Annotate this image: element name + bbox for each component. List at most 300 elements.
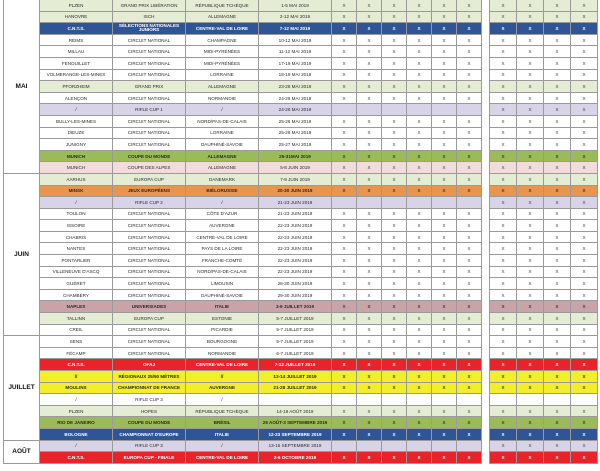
category-mark: X: [332, 417, 357, 429]
event-dates: 26 AOÛT-3 SEPTEMBRE 2019: [259, 417, 332, 429]
category-mark: X: [407, 115, 432, 127]
category-mark: X: [571, 382, 598, 394]
category-mark: X: [457, 428, 482, 440]
category-mark: X: [407, 46, 432, 58]
category-mark: X: [332, 185, 357, 197]
category-mark: X: [407, 405, 432, 417]
event-country: CHAMPAGNE: [186, 34, 259, 46]
event-name: CIRCUIT NATIONAL: [113, 278, 186, 290]
category-mark: X: [432, 301, 457, 313]
category-mark: X: [457, 185, 482, 197]
event-country: LORRAINE: [186, 69, 259, 81]
event-name: EUROPA CUP: [113, 173, 186, 185]
category-mark: X: [571, 243, 598, 255]
event-country: LORRAINE: [186, 127, 259, 139]
event-place: ALENÇON: [40, 92, 113, 104]
category-mark: X: [432, 359, 457, 371]
category-mark: X: [332, 278, 357, 290]
category-mark: X: [332, 81, 357, 93]
category-mark: X: [457, 162, 482, 174]
category-mark: X: [332, 0, 357, 11]
category-mark: X: [357, 359, 382, 371]
event-country: NORD/PAS-DE-CALAIS: [186, 115, 259, 127]
event-place: RIO DE JANEIRO: [40, 417, 113, 429]
category-mark: X: [517, 382, 544, 394]
category-mark: X: [571, 428, 598, 440]
category-mark: X: [517, 231, 544, 243]
event-dates: 25-26 MAI 2019: [259, 115, 332, 127]
event-country: MIDI-PYRÉNÉES: [186, 46, 259, 58]
category-mark: X: [571, 220, 598, 232]
category-mark: X: [544, 69, 571, 81]
category-mark: X: [544, 115, 571, 127]
category-mark: X: [357, 266, 382, 278]
category-mark: X: [357, 452, 382, 464]
category-mark: X: [432, 289, 457, 301]
category-mark: X: [382, 69, 407, 81]
category-mark: X: [457, 0, 482, 11]
category-mark: X: [490, 208, 517, 220]
event-name: CIRCUIT NATIONAL: [113, 289, 186, 301]
category-mark: X: [382, 289, 407, 301]
event-dates: 17-19 MAI 2019: [259, 57, 332, 69]
category-mark: X: [432, 23, 457, 35]
event-name: RÉGIONAUX 25/50 MÈTRES: [113, 371, 186, 383]
category-mark: X: [490, 127, 517, 139]
event-country: /: [186, 197, 259, 209]
category-mark: [332, 197, 357, 209]
category-mark: X: [382, 347, 407, 359]
event-place: ISSOIRE: [40, 220, 113, 232]
category-mark: X: [571, 452, 598, 464]
column-gap: [482, 428, 490, 440]
event-name: EUROPA CUP: [113, 313, 186, 325]
category-mark: X: [517, 313, 544, 325]
category-mark: X: [357, 255, 382, 267]
category-mark: X: [571, 405, 598, 417]
category-mark: X: [544, 440, 571, 452]
column-gap: [482, 231, 490, 243]
category-mark: X: [407, 34, 432, 46]
event-country: DANEMARK: [186, 173, 259, 185]
event-place: NAPLES: [40, 301, 113, 313]
column-gap: [482, 324, 490, 336]
event-row: [4, 220, 598, 232]
category-mark: X: [382, 0, 407, 11]
event-place: REIMS: [40, 34, 113, 46]
category-mark: X: [382, 359, 407, 371]
event-dates: 25-31MAI 2019: [259, 150, 332, 162]
column-gap: [482, 81, 490, 93]
category-mark: X: [407, 336, 432, 348]
category-mark: X: [432, 11, 457, 23]
category-mark: X: [490, 0, 517, 11]
category-mark: X: [332, 266, 357, 278]
event-country: ALLEMAGNE: [186, 162, 259, 174]
event-country: ITALIE: [186, 428, 259, 440]
category-mark: X: [571, 371, 598, 383]
event-row: [4, 278, 598, 290]
category-mark: X: [490, 92, 517, 104]
category-mark: X: [544, 405, 571, 417]
event-name: GRAND PRIX LIBÉRATION: [113, 0, 186, 11]
event-dates: 22-23 JUIN 2019: [259, 220, 332, 232]
category-mark: X: [432, 139, 457, 151]
category-mark: [432, 440, 457, 452]
category-mark: X: [382, 405, 407, 417]
category-mark: X: [544, 278, 571, 290]
category-mark: X: [517, 324, 544, 336]
category-mark: X: [332, 405, 357, 417]
event-country: PAYS DE LA LOIRE: [186, 243, 259, 255]
category-mark: X: [382, 371, 407, 383]
category-mark: X: [357, 81, 382, 93]
event-row: [4, 127, 598, 139]
category-mark: X: [407, 57, 432, 69]
category-mark: X: [432, 278, 457, 290]
category-mark: X: [332, 371, 357, 383]
event-name: CIRCUIT NATIONAL: [113, 231, 186, 243]
event-place: VILLENEUVE D'ASCQ: [40, 266, 113, 278]
category-mark: X: [457, 347, 482, 359]
event-dates: 25-26 MAI 2019: [259, 127, 332, 139]
category-mark: X: [544, 243, 571, 255]
event-dates: 28-30 JUIN 2019: [259, 278, 332, 290]
column-gap: [482, 255, 490, 267]
category-mark: X: [432, 46, 457, 58]
category-mark: X: [382, 34, 407, 46]
category-mark: X: [332, 139, 357, 151]
category-mark: X: [571, 92, 598, 104]
event-name: RIFLE CUP 1: [113, 104, 186, 116]
event-name: HOPES: [113, 405, 186, 417]
category-mark: X: [457, 150, 482, 162]
event-place: PONTARLIER: [40, 255, 113, 267]
column-gap: [482, 34, 490, 46]
category-mark: X: [357, 405, 382, 417]
column-gap: [482, 150, 490, 162]
category-mark: X: [332, 34, 357, 46]
event-place: FÉCAMP: [40, 347, 113, 359]
event-name: CIRCUIT NATIONAL: [113, 208, 186, 220]
category-mark: X: [382, 139, 407, 151]
category-mark: X: [407, 428, 432, 440]
category-mark: X: [544, 359, 571, 371]
category-mark: X: [571, 417, 598, 429]
category-mark: X: [544, 347, 571, 359]
category-mark: X: [382, 255, 407, 267]
event-row: [4, 313, 598, 325]
category-mark: X: [571, 197, 598, 209]
event-row: [4, 359, 598, 371]
category-mark: X: [382, 173, 407, 185]
category-mark: X: [332, 452, 357, 464]
event-dates: 12-23 SEPTEMBRE 2019: [259, 428, 332, 440]
category-mark: X: [490, 417, 517, 429]
event-name: CIRCUIT NATIONAL: [113, 69, 186, 81]
event-row: [4, 34, 598, 46]
event-name: ISCH: [113, 11, 186, 23]
category-mark: X: [357, 11, 382, 23]
event-name: CIRCUIT NATIONAL: [113, 127, 186, 139]
category-mark: X: [432, 34, 457, 46]
event-place: FENOUILLET: [40, 57, 113, 69]
event-country: CENTRE-VAL DE LOIRE: [186, 23, 259, 35]
category-mark: X: [457, 417, 482, 429]
event-place: C.N.T.S.: [40, 23, 113, 35]
category-mark: X: [457, 127, 482, 139]
column-gap: [482, 92, 490, 104]
category-mark: [490, 394, 517, 406]
event-place: GUÉRET: [40, 278, 113, 290]
category-mark: X: [407, 173, 432, 185]
category-mark: X: [357, 231, 382, 243]
category-mark: X: [571, 23, 598, 35]
category-mark: X: [490, 382, 517, 394]
category-mark: X: [517, 336, 544, 348]
category-mark: X: [457, 359, 482, 371]
event-row: [4, 81, 598, 93]
month-label: JUIN: [4, 173, 40, 335]
event-place: PLZEN: [40, 405, 113, 417]
event-country: /: [186, 394, 259, 406]
category-mark: [357, 104, 382, 116]
category-mark: X: [490, 266, 517, 278]
column-gap: [482, 139, 490, 151]
category-mark: X: [490, 278, 517, 290]
event-place: CHABRIS: [40, 231, 113, 243]
category-mark: X: [357, 220, 382, 232]
column-gap: [482, 208, 490, 220]
category-mark: X: [357, 185, 382, 197]
category-mark: [382, 104, 407, 116]
category-mark: X: [407, 185, 432, 197]
category-mark: X: [490, 255, 517, 267]
category-mark: X: [517, 23, 544, 35]
event-name: COUPE DU MONDE: [113, 150, 186, 162]
category-mark: X: [332, 92, 357, 104]
event-place: HANOVRE: [40, 11, 113, 23]
category-mark: X: [432, 347, 457, 359]
category-mark: [332, 394, 357, 406]
event-country: NORMANDIE: [186, 347, 259, 359]
category-mark: X: [332, 150, 357, 162]
category-mark: X: [357, 347, 382, 359]
category-mark: X: [382, 208, 407, 220]
category-mark: X: [544, 57, 571, 69]
category-mark: X: [517, 185, 544, 197]
event-place: MOULINS: [40, 382, 113, 394]
category-mark: X: [382, 127, 407, 139]
category-mark: X: [382, 417, 407, 429]
category-mark: X: [432, 0, 457, 11]
category-mark: X: [407, 69, 432, 81]
category-mark: X: [544, 382, 571, 394]
event-country: DAUPHINÉ-SAVOIE: [186, 289, 259, 301]
event-name: CHAMPIONNAT DE FRANCE: [113, 382, 186, 394]
event-name: COUPE DU MONDE: [113, 417, 186, 429]
category-mark: X: [490, 313, 517, 325]
category-mark: [332, 440, 357, 452]
column-gap: [482, 417, 490, 429]
category-mark: [407, 104, 432, 116]
category-mark: X: [544, 428, 571, 440]
event-name: CIRCUIT NATIONAL: [113, 266, 186, 278]
category-mark: X: [457, 301, 482, 313]
event-name: CIRCUIT NATIONAL: [113, 139, 186, 151]
category-mark: X: [382, 313, 407, 325]
category-mark: X: [544, 313, 571, 325]
event-name: CIRCUIT NATIONAL: [113, 336, 186, 348]
category-mark: X: [517, 92, 544, 104]
category-mark: X: [332, 347, 357, 359]
event-place: BULLY-LES-MINES: [40, 115, 113, 127]
category-mark: X: [490, 324, 517, 336]
category-mark: X: [517, 46, 544, 58]
category-mark: X: [357, 69, 382, 81]
column-gap: [482, 104, 490, 116]
event-dates: 13-14 JUILLET 2019: [259, 371, 332, 383]
category-mark: X: [517, 57, 544, 69]
category-mark: X: [382, 115, 407, 127]
category-mark: X: [457, 313, 482, 325]
category-mark: X: [407, 162, 432, 174]
event-row: [4, 104, 598, 116]
category-mark: [432, 394, 457, 406]
event-place: CHAMBÉRY: [40, 289, 113, 301]
category-mark: X: [332, 69, 357, 81]
event-country: //: [186, 371, 259, 383]
category-mark: X: [571, 11, 598, 23]
category-mark: X: [490, 23, 517, 35]
column-gap: [482, 405, 490, 417]
event-row: [4, 0, 598, 11]
category-mark: X: [357, 278, 382, 290]
category-mark: X: [332, 243, 357, 255]
category-mark: X: [457, 220, 482, 232]
category-mark: X: [432, 313, 457, 325]
event-row: [4, 92, 598, 104]
category-mark: X: [544, 92, 571, 104]
category-mark: X: [432, 208, 457, 220]
category-mark: [382, 197, 407, 209]
category-mark: X: [490, 57, 517, 69]
category-mark: X: [432, 81, 457, 93]
category-mark: X: [571, 0, 598, 11]
category-mark: X: [357, 417, 382, 429]
category-mark: X: [357, 243, 382, 255]
event-place: /: [40, 104, 113, 116]
category-mark: X: [357, 23, 382, 35]
category-mark: X: [357, 0, 382, 11]
category-mark: X: [432, 69, 457, 81]
category-mark: X: [490, 139, 517, 151]
column-gap: [482, 162, 490, 174]
category-mark: X: [544, 266, 571, 278]
event-place: TOULON: [40, 208, 113, 220]
category-mark: X: [571, 162, 598, 174]
category-mark: X: [517, 428, 544, 440]
category-mark: X: [544, 452, 571, 464]
category-mark: X: [332, 382, 357, 394]
event-row: [4, 266, 598, 278]
event-name: GRAND PRIX: [113, 81, 186, 93]
event-row: [4, 173, 598, 185]
category-mark: X: [407, 150, 432, 162]
event-country: ALLEMAGNE: [186, 11, 259, 23]
event-dates: 21-23 JUIN 2019: [259, 208, 332, 220]
category-mark: X: [490, 301, 517, 313]
category-mark: X: [357, 313, 382, 325]
event-name: SÉLECTIONS NATIONALES JUNIORS: [113, 23, 186, 35]
category-mark: [544, 394, 571, 406]
category-mark: X: [490, 11, 517, 23]
event-place: AARHUS: [40, 173, 113, 185]
category-mark: X: [407, 231, 432, 243]
event-dates: 22-23 JUIN 2019: [259, 255, 332, 267]
event-name: CHAMPIONNAT D'EUROPE: [113, 428, 186, 440]
category-mark: X: [432, 57, 457, 69]
event-row: [4, 394, 598, 406]
category-mark: [357, 197, 382, 209]
category-mark: X: [382, 324, 407, 336]
column-gap: [482, 115, 490, 127]
category-mark: X: [332, 313, 357, 325]
event-dates: 2-12 MAI 2019: [259, 11, 332, 23]
category-mark: X: [332, 127, 357, 139]
category-mark: X: [571, 324, 598, 336]
category-mark: X: [544, 220, 571, 232]
category-mark: X: [407, 313, 432, 325]
event-country: NORMANDIE: [186, 92, 259, 104]
category-mark: X: [517, 278, 544, 290]
category-mark: X: [382, 23, 407, 35]
category-mark: X: [544, 301, 571, 313]
event-country: CENTRE-VAL DE LOIRE: [186, 452, 259, 464]
event-country: PICARDIE: [186, 324, 259, 336]
column-gap: [482, 336, 490, 348]
category-mark: X: [332, 301, 357, 313]
event-dates: 2-6 OCTOBRE 2019: [259, 452, 332, 464]
event-place: /: [40, 394, 113, 406]
category-mark: X: [517, 162, 544, 174]
category-mark: X: [517, 452, 544, 464]
category-mark: X: [332, 11, 357, 23]
category-mark: X: [457, 266, 482, 278]
category-mark: X: [407, 382, 432, 394]
category-mark: X: [432, 243, 457, 255]
category-mark: X: [544, 162, 571, 174]
category-mark: [571, 394, 598, 406]
event-place: MUNICH: [40, 162, 113, 174]
category-mark: X: [544, 139, 571, 151]
column-gap: [482, 347, 490, 359]
category-mark: X: [357, 139, 382, 151]
event-dates: 1-5 MAI 2019: [259, 0, 332, 11]
category-mark: X: [457, 255, 482, 267]
category-mark: X: [544, 23, 571, 35]
category-mark: [407, 394, 432, 406]
category-mark: X: [357, 301, 382, 313]
event-country: CENTRE-VAL DE LOIRE: [186, 359, 259, 371]
event-name: CIRCUIT NATIONAL: [113, 324, 186, 336]
category-mark: X: [571, 57, 598, 69]
event-row: [4, 139, 598, 151]
column-gap: [482, 278, 490, 290]
category-mark: X: [544, 289, 571, 301]
column-gap: [482, 11, 490, 23]
category-mark: X: [517, 266, 544, 278]
